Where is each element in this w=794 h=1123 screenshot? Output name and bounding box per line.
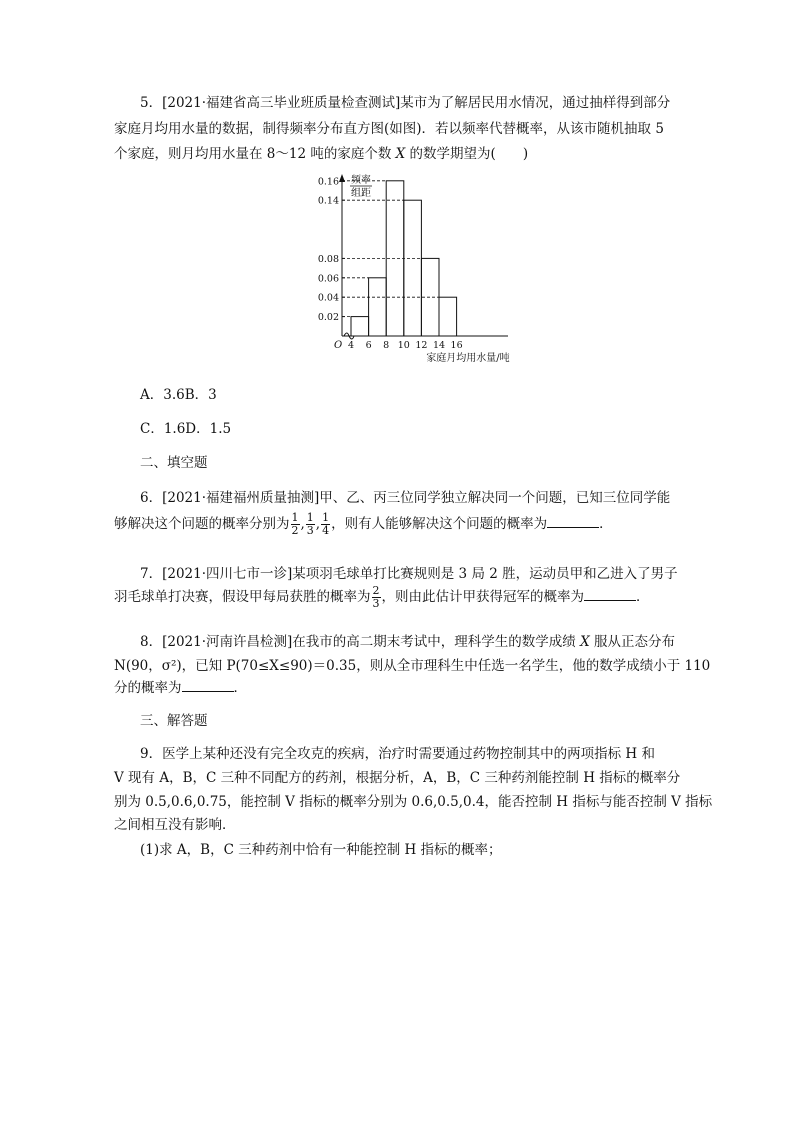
frac-den: 3 [372, 597, 380, 610]
q8-line1-a: 8．[2021·河南许昌检测]在我市的高二期末考试中，理科学生的数学成绩 [140, 634, 581, 650]
q5-line1: 5．[2021·福建省高三毕业班质量检查测试]某市为了解居民用水情况，通过抽样得到部分 [140, 95, 671, 111]
q5-line2: 家庭月均用水量的数据，制得频率分布直方图(如图)．若以频率代替概率，从该市随机抽取 5 [114, 121, 664, 137]
q8-var-x: X [580, 634, 590, 650]
q6-answer-blank[interactable] [547, 513, 599, 528]
q8-line3 [114, 676, 247, 696]
y-tick-label: 0.04 [318, 292, 339, 304]
q7-line1: 7．[2021·四川七市一诊]某项羽毛球单打比赛规则是 3 局 2 胜，运动员甲和乙进入了男子 [140, 566, 678, 582]
frac-den: 2 [291, 524, 299, 537]
q7-answer-blank[interactable] [584, 586, 636, 601]
section-fill-in-heading: 二、填空题 [140, 455, 208, 471]
q9-line1: 9．医学上某种还没有完全攻克的疾病，治疗时需要通过药物控制其中的两项指标 H 和 [140, 746, 655, 762]
q7-fraction [372, 585, 381, 610]
q9-subquestion-1: (1)求 A，B，C 三种药剂中恰有一种能控制 H 指标的概率； [140, 842, 502, 858]
y-tick-label: 0.08 [318, 253, 339, 265]
q9-line2: V 现有 A，B，C 三种不同配方的药剂，根据分析，A，B，C 三种药剂能控制 H 指标的概率分 [114, 770, 681, 786]
y-tick-label: 0.02 [318, 312, 339, 324]
x-tick-label: 4 [347, 340, 355, 351]
x-tick-label: 8 [383, 340, 390, 351]
q6-line1: 6．[2021·福建福州质量抽测]甲、乙、丙三位同学独立解决同一个问题，已知三位同学能 [140, 490, 671, 506]
q8-line2: N(90，σ²)，已知 P(70≤X≤90)＝0.35，则从全市理科生中任选一名学生，他的数学成绩小于 110 [114, 658, 711, 674]
histogram-bar [404, 200, 422, 336]
q5-line3 [114, 142, 528, 162]
q5-options-cd: C．1.6D．1.5 [140, 421, 232, 437]
q7-line2-a: 羽毛球单打决赛，假设甲每局获胜的概率为 [114, 589, 371, 605]
frac-den: 3 [306, 524, 314, 537]
q6-fraction-1 [291, 512, 300, 537]
histogram-bar [351, 317, 369, 336]
q6-line2-end: ． [599, 516, 613, 532]
section-solution-heading: 三、解答题 [140, 713, 208, 729]
frac-den: 4 [322, 524, 330, 537]
q8-line3-a: 分的概率为 [114, 680, 182, 696]
q5-var-x: X [395, 146, 406, 162]
x-tick-label: 10 [397, 340, 410, 351]
q9-line3: 别为 0.5,0.6,0.75，能控制 V 指标的概率分别为 0.6,0.5,0.4，能否控制 H 指标与能否控制 V 指标 [114, 794, 713, 810]
q5-line3-a: 个家庭，则月均用水量在 8～12 吨的家庭个数 [114, 146, 396, 162]
q7-line2-end: ． [636, 589, 650, 605]
x-tick-label: 12 [415, 340, 428, 351]
q6-line2-b: ，则有人能够解决这个问题的概率为 [331, 516, 548, 532]
q6-line2-a: 够解决这个问题的概率分别为 [114, 516, 290, 532]
y-tick-label: 0.14 [318, 195, 339, 207]
x-axis-label: 家庭月均用水量/吨 [426, 353, 510, 364]
frac-num: 1 [306, 511, 314, 524]
y-tick-label: 0.16 [318, 176, 339, 188]
q5-options-ab: A．3.6B．3 [140, 387, 217, 403]
origin-label: O [334, 340, 343, 351]
frac-num: 1 [291, 511, 299, 524]
q8-line1-b: 服从正态分布 [589, 634, 675, 650]
q6-line2: 够解决这个问题的概率分别为 $\frac{1}{2}$ , $\frac{1}{3}$ , $\frac{1}{4}$ ，则有人能够解决这个问题的概率为 ． [114, 511, 613, 537]
histogram-bar [439, 297, 457, 336]
q5-line3-b: 的数学期望为( ) [405, 146, 529, 162]
x-tick-label: 16 [450, 340, 463, 351]
q9-line4: 之间相互没有影响． [114, 817, 236, 833]
q8-line3-end: ． [233, 680, 247, 696]
q6-fraction-2 [306, 512, 315, 537]
frac-num: 2 [372, 584, 380, 597]
histogram-chart [318, 170, 518, 366]
y-label-bottom: 组距 [351, 188, 371, 199]
histogram-bar [369, 278, 387, 336]
x-tick-label: 14 [432, 340, 446, 351]
y-label-top: 频率 [351, 175, 371, 186]
y-tick-label: 0.06 [318, 273, 339, 285]
frac-num: 1 [322, 511, 330, 524]
x-tick-label: 6 [365, 340, 372, 351]
q7-line2-b: ，则由此估计甲获得冠军的概率为 [381, 589, 584, 605]
q8-answer-blank[interactable] [182, 677, 234, 692]
q7-line2 [114, 585, 650, 610]
q6-fraction-3 [321, 512, 330, 537]
q8-line1 [114, 630, 675, 650]
